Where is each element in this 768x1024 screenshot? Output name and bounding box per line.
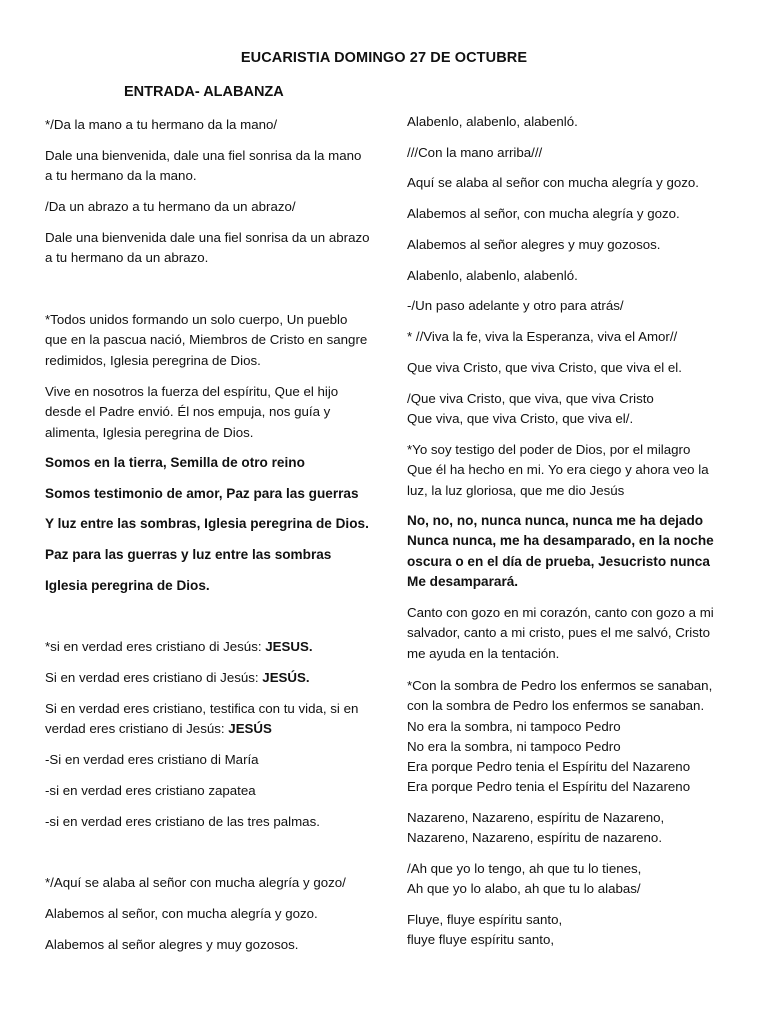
lyric-line: Alabemos al señor alegres y muy gozosos. (45, 937, 299, 952)
lyric-line: *Con la sombra de Pedro los enfermos se sanaban, con la sombra de Pedro los enfermos se sanaban. No era la sombra, ni tampoco Pedro No era la sombra, ni tampoco Pedro Era porque Pedro tenia el Espíritu del Nazareno Era porque Pedro tenia el Espíritu del Nazareno (407, 678, 713, 795)
lyric-line: Alabenlo, alabenlo, alabenló. (407, 268, 578, 283)
lyric-line: Canto con gozo en mi corazón, canto con gozo a mi salvador, canto a mi cristo, pues el me salvó, Cristo me ayuda en la tentación. (407, 605, 714, 661)
lyric-line: *Yo soy testigo del poder de Dios, por el milagro Que él ha hecho en mi. Yo era ciego y ahora veo la luz, la luz gloriosa, que me dio Jesús (407, 442, 709, 498)
chorus-line: No, no, no, nunca nunca, nunca me ha dejado Nunca nunca, me ha desamparado, en la noche oscura o en el día de prueba, Jesucristo nunca Me desamparará. (407, 513, 714, 589)
chorus-line: Somos testimonio de amor, Paz para las guerras (45, 486, 359, 501)
lyric-line: Alabenlo, alabenlo, alabenló. (407, 114, 578, 129)
lyric-line: Que viva Cristo, que viva Cristo, que viva el el. (407, 360, 682, 375)
lyric-line: Alabemos al señor, con mucha alegría y gozo. (407, 206, 680, 221)
lyric-line: Fluye, fluye espíritu santo, fluye fluye espíritu santo, (407, 912, 563, 948)
lyric-line: -Si en verdad eres cristiano di María (45, 752, 259, 767)
lyric-line: */Da la mano a tu hermano da la mano/ (45, 117, 278, 132)
lyric-line: Dale una bienvenida dale una fiel sonrisa da un abrazo a tu hermano da un abrazo. (45, 230, 370, 266)
lyric-line: Dale una bienvenida, dale una fiel sonrisa da la mano a tu hermano da la mano. (45, 148, 362, 184)
lyric-line: *Todos unidos formando un solo cuerpo, Un pueblo que en la pascua nació, Miembros de Cristo en sangre redimidos, Iglesia peregrina de Dios. (45, 312, 368, 368)
lyric-line: -/Un paso adelante y otro para atrás/ (407, 298, 624, 313)
lyric-line: Si en verdad eres cristiano, testifica con tu vida, si en verdad eres cristiano di Jesús: JESÚS (45, 701, 359, 737)
lyric-line: Alabemos al señor alegres y muy gozosos. (407, 237, 661, 252)
chorus-line: Paz para las guerras y luz entre las sombras (45, 547, 332, 562)
chorus-line: Somos en la tierra, Semilla de otro reino (45, 455, 305, 470)
lyric-line: /Ah que yo lo tengo, ah que tu lo tienes, Ah que yo lo alabo, ah que tu lo alabas/ (407, 861, 642, 897)
lyric-line: -si en verdad eres cristiano de las tres palmas. (45, 814, 320, 829)
lyric-line: -si en verdad eres cristiano zapatea (45, 783, 256, 798)
lyric-line: */Aquí se alaba al señor con mucha alegría y gozo/ (45, 875, 346, 890)
lyric-line: * //Viva la fe, viva la Esperanza, viva el Amor// (407, 329, 678, 344)
section-heading: ENTRADA- ALABANZA (124, 84, 284, 100)
lyric-line: ///Con la mano arriba/// (407, 145, 543, 160)
document-title: EUCARISTIA DOMINGO 27 DE OCTUBRE (240, 50, 528, 66)
lyric-line: Alabemos al señor, con mucha alegría y gozo. (45, 906, 318, 921)
chorus-line: Y luz entre las sombras, Iglesia peregrina de Dios. (45, 516, 369, 531)
lyric-line: *si en verdad eres cristiano di Jesús: JESUS. (45, 639, 313, 654)
lyric-line: /Que viva Cristo, que viva, que viva Cristo Que viva, que viva Cristo, que viva el/. (407, 391, 654, 427)
lyric-line: Si en verdad eres cristiano di Jesús: JESÚS. (45, 670, 310, 685)
lyric-line: Nazareno, Nazareno, espíritu de Nazareno, Nazareno, Nazareno, espíritu de nazareno. (407, 810, 665, 846)
lyric-line: /Da un abrazo a tu hermano da un abrazo/ (45, 199, 296, 214)
chorus-line: Iglesia peregrina de Dios. (45, 578, 210, 593)
lyric-line: Vive en nosotros la fuerza del espíritu, Que el hijo desde el Padre envió. Él nos empuja, nos guía y alimenta, Iglesia peregrina de Dios. (45, 384, 339, 440)
lyric-line: Aquí se alaba al señor con mucha alegría y gozo. (407, 175, 699, 190)
